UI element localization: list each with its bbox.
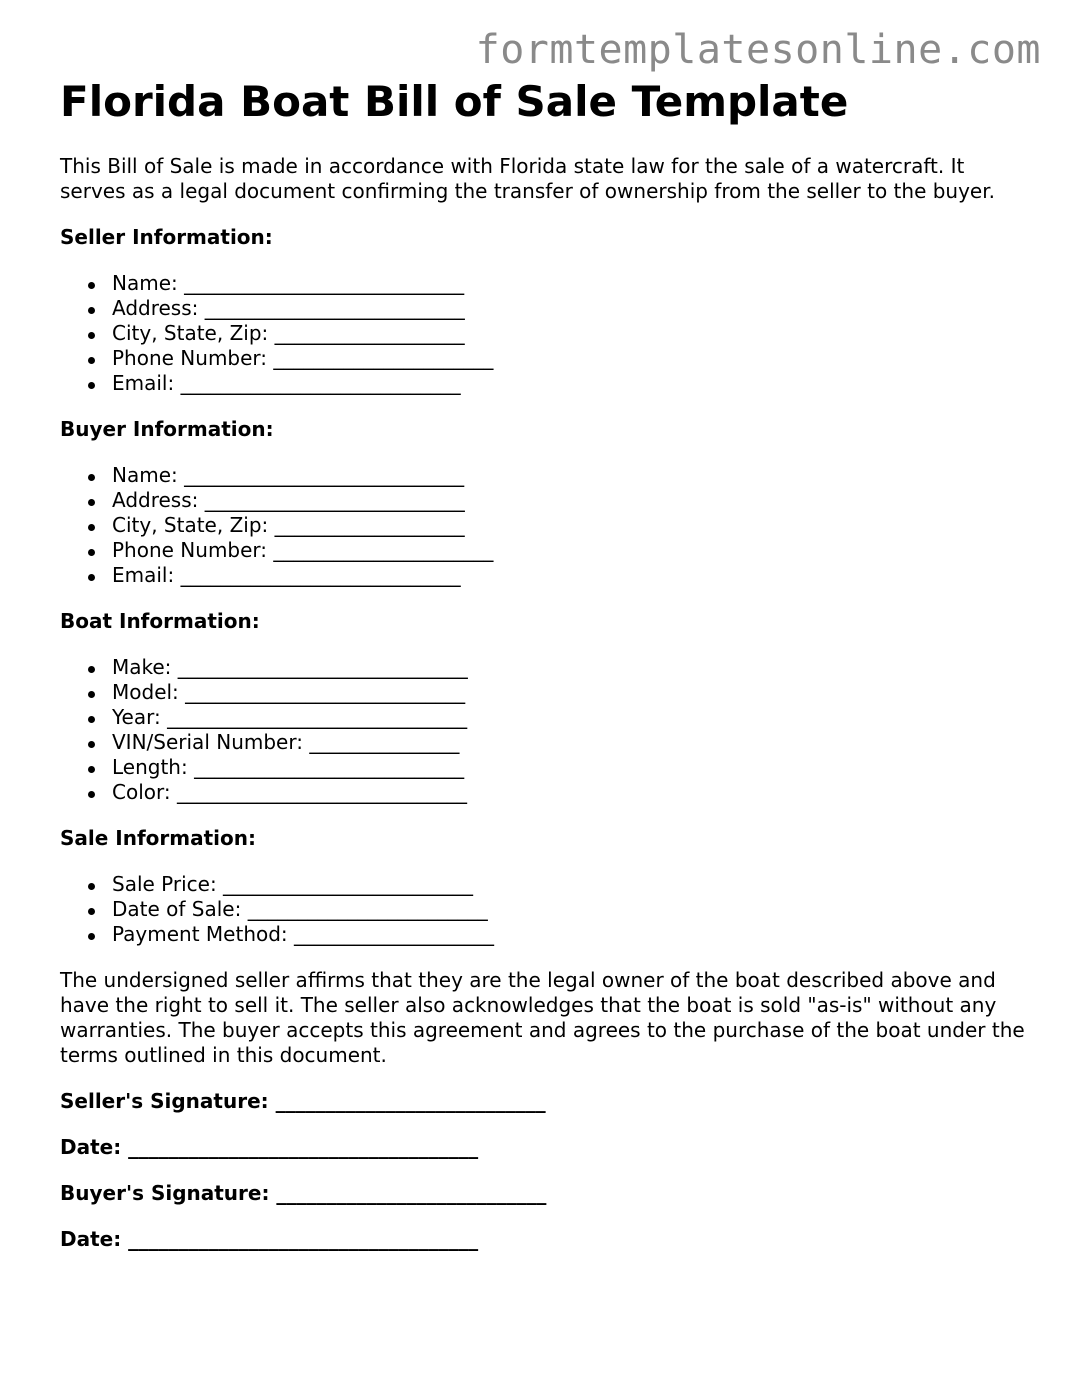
bullet-icon [88, 574, 95, 581]
bullet-icon [88, 908, 95, 915]
payment-method-field: Payment Method: ____________________ [60, 922, 1030, 947]
seller-heading: Seller Information: [60, 225, 273, 249]
buyer-field-list [60, 463, 1030, 588]
buyer-address-field: Address: __________________________ [60, 488, 1030, 513]
bullet-icon [88, 666, 95, 673]
intro-paragraph: This Bill of Sale is made in accordance with Florida state law for the sale of a watercraft. It serves as a legal document confirming the transfer of ownership from the seller to the buyer. [60, 154, 995, 203]
buyer-section [60, 417, 1030, 588]
sale-heading: Sale Information: [60, 826, 256, 850]
affirmation-paragraph: The undersigned seller affirms that they are the legal owner of the boat described above and have the right to sell it. The seller also acknowledges that the boat is sold "as-is" without any warranties. The buyer accepts this agreement and agrees to the purchase of the boat under the terms outlined in this document. [60, 968, 1025, 1067]
boat-length-field: Length: ___________________________ [60, 755, 1030, 780]
boat-color-field: Color: _____________________________ [60, 780, 1030, 805]
bullet-icon [88, 332, 95, 339]
boat-year-field: Year: ______________________________ [60, 705, 1030, 730]
bullet-icon [88, 474, 95, 481]
bullet-icon [88, 357, 95, 364]
buyer-phone-field: Phone Number: ______________________ [60, 538, 1030, 563]
seller-section [60, 225, 1030, 396]
bullet-icon [88, 524, 95, 531]
boat-model-field: Model: ____________________________ [60, 680, 1030, 705]
sale-price-field: Sale Price: _________________________ [60, 872, 1030, 897]
boat-vin-field: VIN/Serial Number: _______________ [60, 730, 1030, 755]
seller-email-field: Email: ____________________________ [60, 371, 1030, 396]
seller-address-field: Address: __________________________ [60, 296, 1030, 321]
watermark: formtemplatesonline.com [475, 27, 1041, 73]
seller-city-state-zip-field: City, State, Zip: ___________________ [60, 321, 1030, 346]
seller-field-list [60, 271, 1030, 396]
buyer-signature-line: Buyer's Signature: ___________________________ [60, 1181, 547, 1205]
bullet-icon [88, 933, 95, 940]
page-title: Florida Boat Bill of Sale Template [60, 77, 849, 126]
bullet-icon [88, 766, 95, 773]
seller-phone-field: Phone Number: ______________________ [60, 346, 1030, 371]
buyer-date-line: Date: ___________________________________ [60, 1227, 479, 1251]
buyer-heading: Buyer Information: [60, 417, 274, 441]
bullet-icon [88, 499, 95, 506]
buyer-city-state-zip-field: City, State, Zip: ___________________ [60, 513, 1030, 538]
bullet-icon [88, 716, 95, 723]
sale-section [60, 826, 1030, 947]
bullet-icon [88, 282, 95, 289]
bullet-icon [88, 691, 95, 698]
boat-make-field: Make: _____________________________ [60, 655, 1030, 680]
document-page [60, 78, 1030, 1252]
bullet-icon [88, 883, 95, 890]
boat-field-list [60, 655, 1030, 805]
boat-heading: Boat Information: [60, 609, 260, 633]
bullet-icon [88, 382, 95, 389]
bullet-icon [88, 307, 95, 314]
seller-name-field: Name: ____________________________ [60, 271, 1030, 296]
boat-section [60, 609, 1030, 805]
sale-field-list [60, 872, 1030, 947]
bullet-icon [88, 741, 95, 748]
buyer-email-field: Email: ____________________________ [60, 563, 1030, 588]
seller-date-line: Date: ___________________________________ [60, 1135, 479, 1159]
bullet-icon [88, 791, 95, 798]
sale-date-field: Date of Sale: ________________________ [60, 897, 1030, 922]
seller-signature-line: Seller's Signature: ___________________________ [60, 1089, 546, 1113]
bullet-icon [88, 549, 95, 556]
buyer-name-field: Name: ____________________________ [60, 463, 1030, 488]
